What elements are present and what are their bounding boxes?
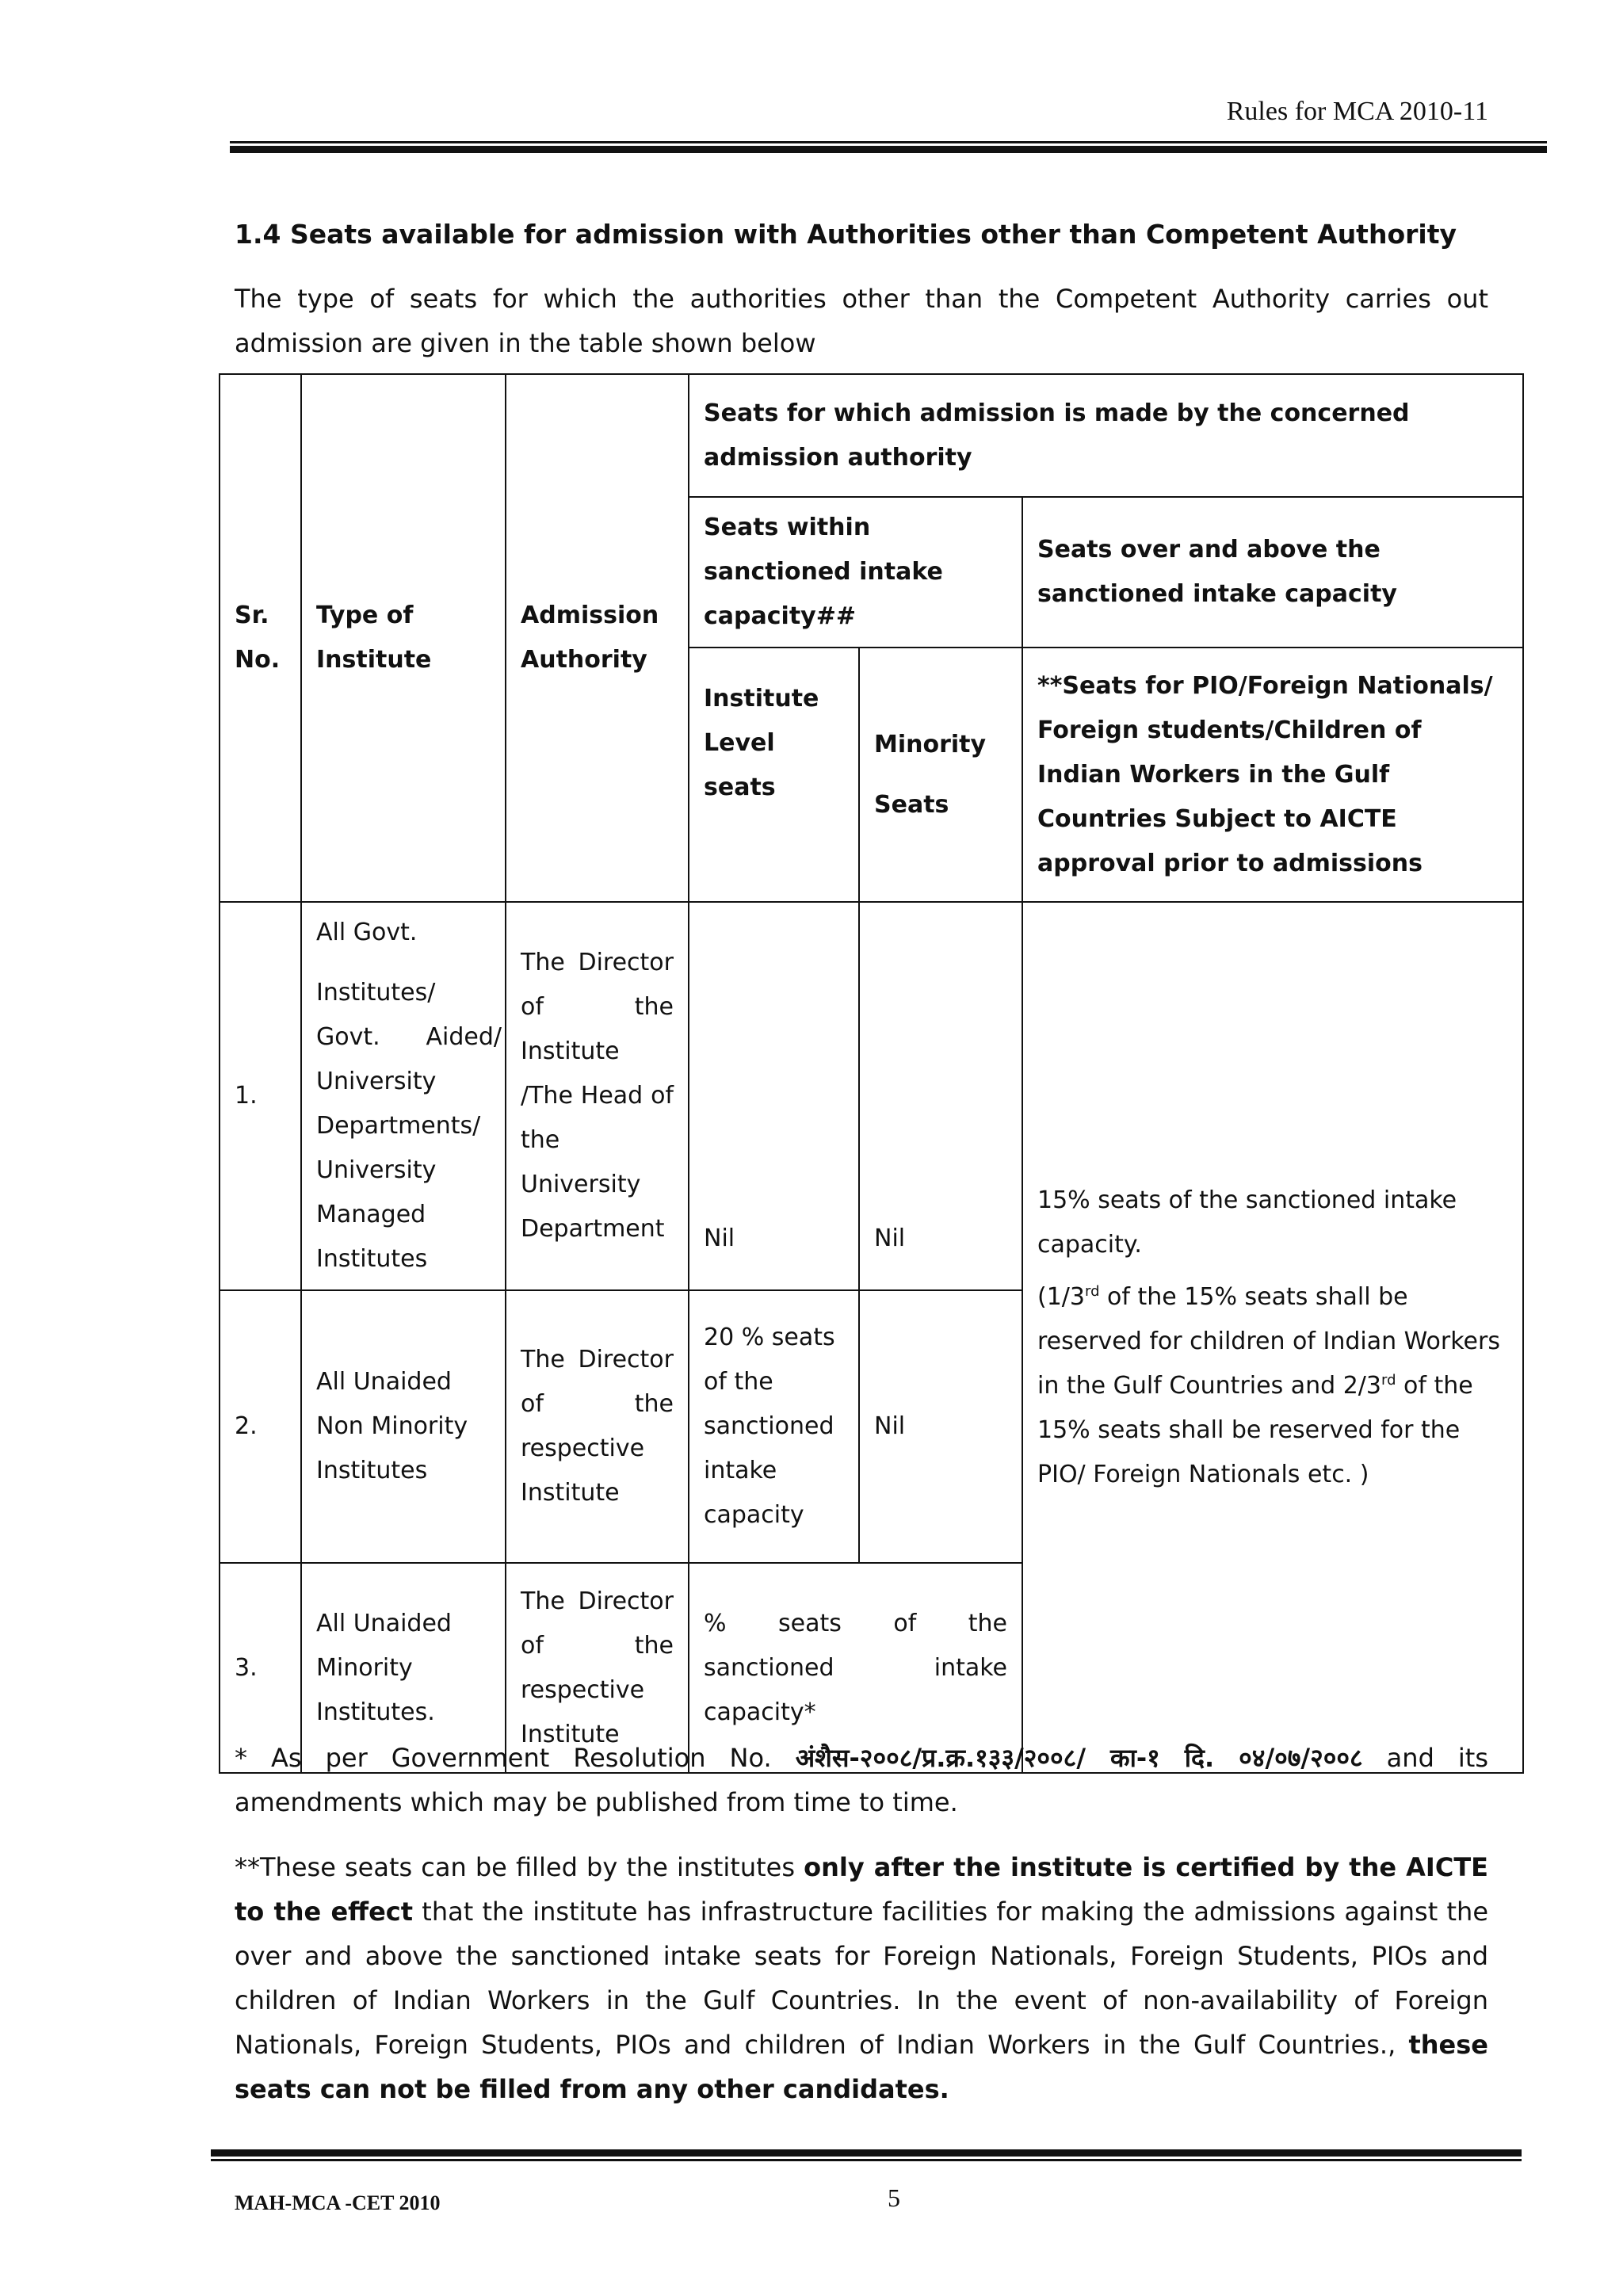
header-type-of-institute: Type of Institute	[301, 374, 506, 902]
footer-rule-thin	[211, 2159, 1522, 2161]
header-minority-label: Minority	[874, 730, 987, 758]
footer-rule-thick	[211, 2149, 1522, 2157]
note-aictes-certification: **These seats can be filled by the institutes only after the institute is certified by the AICTE to the effect that the institute has infrastructure facilities for making the admissions against the over and above the sanctioned intake seats for Foreign Nationals, Foreign Students, PIOs and children of Indian Workers in the Gulf Countries. In the event of non-availability of Foreign Nationals, Foreign Students, PIOs and children of Indian Workers in the Gulf Countries., these seats can not be filled from any other candidates.	[235, 1852, 1489, 2104]
footer-exam-name: MAH-MCA -CET 2010	[235, 2191, 441, 2214]
pio-cell	[1022, 902, 1523, 1773]
row1-type-rest: Institutes/ Govt. Aided/ University Departments/ University Managed Institutes	[316, 979, 502, 1273]
header-rule-thin	[230, 141, 1547, 143]
header-over-capacity: Seats over and above the sanctioned intake capacity	[1022, 497, 1523, 648]
note-government-resolution: * As per Government Resolution No. अंशैस-२००८/प्र.क्र.१३३/२००८/ का-१ दि. ०४/०७/२००८ and its amendments which may be published from time to time.	[235, 1743, 1489, 1817]
row2-authority: The Director of the respective Institute	[506, 1290, 689, 1563]
row2-institute-level: 20 % seats of the sanctioned intake capacity	[689, 1290, 859, 1563]
row2-minority: Nil	[859, 1290, 1022, 1563]
row1-sr: 1.	[220, 902, 301, 1290]
header-pio-seats: **Seats for PIO/Foreign Nationals/ Foreign students/Children of Indian Workers in the Gulf Countries Subject to AICTE approval prior to admissions	[1022, 648, 1523, 902]
table-row	[220, 902, 1523, 1290]
header-admission-authority: Admission Authority	[506, 374, 689, 902]
row1-authority: The Director of the Institute /The Head of the University Department	[506, 902, 689, 1290]
header-minority-seats-label: Seats	[874, 790, 949, 819]
header-institute-level-seats: Institute Level seats	[689, 648, 859, 902]
header-within-capacity: Seats within sanctioned intake capacity##	[689, 497, 1022, 648]
header-rule-thick	[230, 146, 1547, 153]
row3-sr: 3.	[220, 1563, 301, 1773]
intro-paragraph: The type of seats for which the authorities other than the Competent Authority carries out admission are given in the table shown below	[235, 284, 1488, 358]
section-title: 1.4 Seats available for admission with Authorities other than Competent Authority	[235, 219, 1457, 250]
header-seats-group: Seats for which admission is made by the concerned admission authority	[689, 374, 1523, 497]
row3-merged-seats: % seats of the sanctioned intake capacity*	[689, 1563, 1022, 1773]
row1-minority: Nil	[859, 902, 1022, 1290]
row2-type: All Unaided Non Minority Institutes	[301, 1290, 506, 1563]
row3-authority: The Director of the respective Institute	[506, 1563, 689, 1773]
pio-cell-line1: 15% seats of the sanctioned intake capacity.	[1037, 1186, 1457, 1259]
row1-type	[301, 902, 506, 1290]
header-minority-seats	[859, 648, 1022, 902]
pio-cell-reservation: (1/3rd of the 15% seats shall be reserved for children of Indian Workers in the Gulf Countries and 2/3rd of the 15% seats shall be reserved for the PIO/ Foreign Nationals etc. )	[1037, 1282, 1500, 1488]
row1-institute-level: Nil	[689, 902, 859, 1290]
header-sr-no: Sr. No.	[220, 374, 301, 902]
row3-type: All Unaided Minority Institutes.	[301, 1563, 506, 1773]
row2-sr: 2.	[220, 1290, 301, 1563]
row1-type-line1: All Govt.	[316, 919, 418, 946]
page-number: 5	[888, 2183, 900, 2212]
running-header: Rules for MCA 2010-11	[1226, 97, 1488, 126]
seats-table	[219, 373, 1524, 1774]
